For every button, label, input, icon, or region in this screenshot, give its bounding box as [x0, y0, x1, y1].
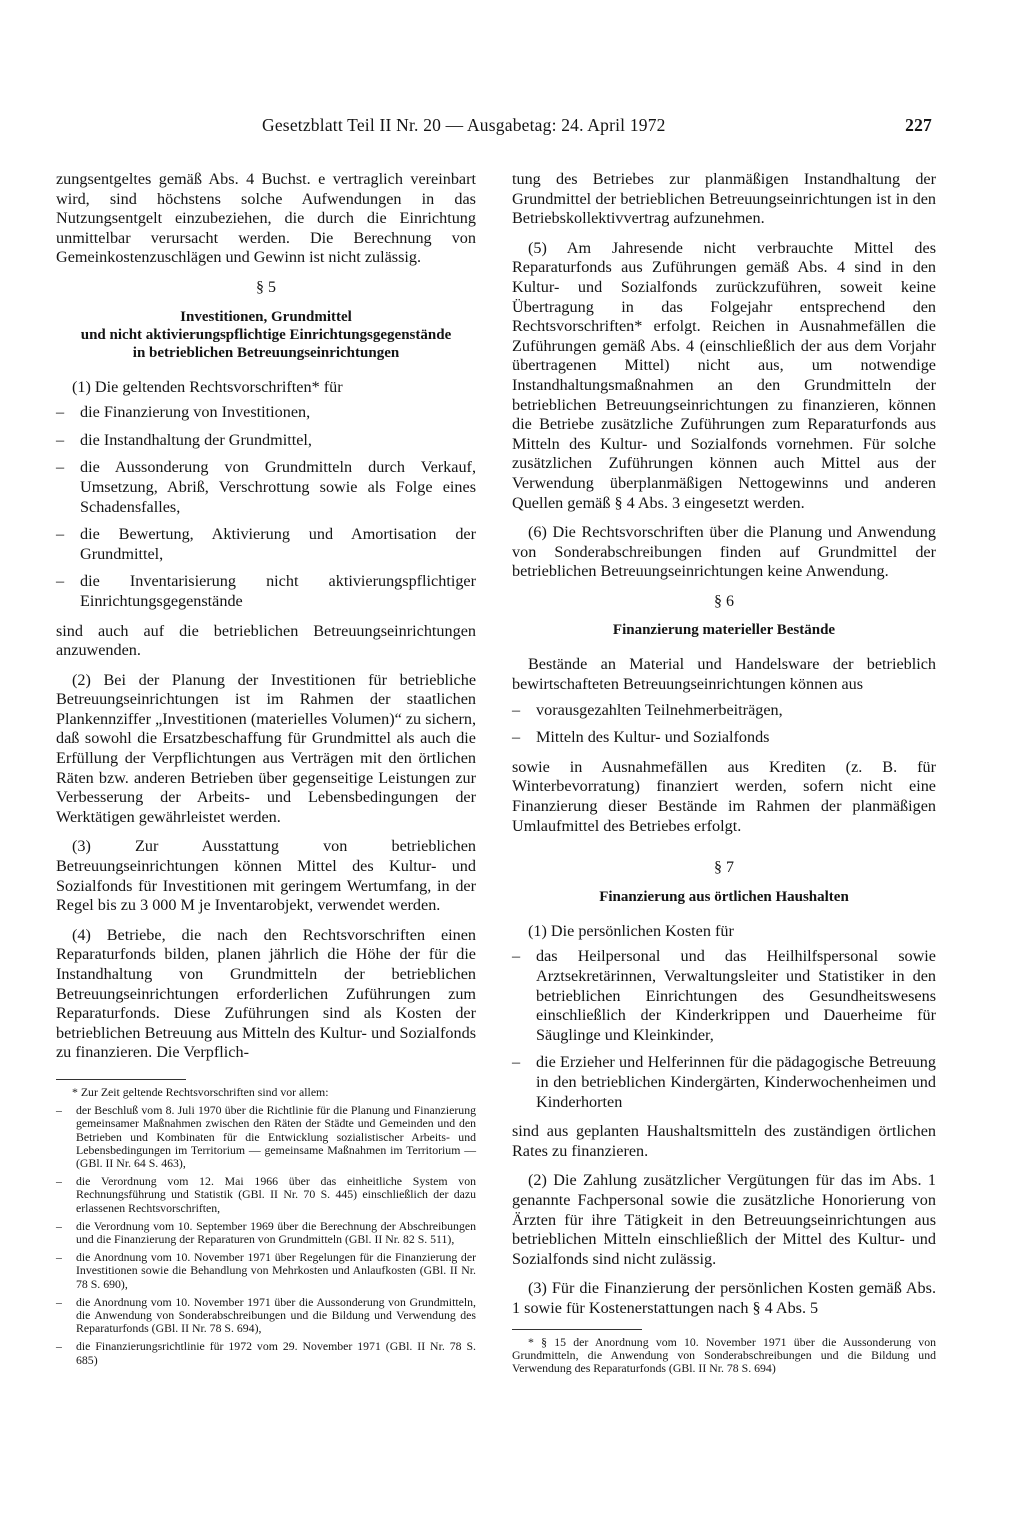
footnote-right	[512, 1336, 936, 1376]
footnote-item: – die Finanzierungsrichtlinie für 1972 vom 29. November 1971 (GBl. II Nr. 78 S. 685)	[56, 1340, 476, 1366]
footnote-rule	[512, 1329, 642, 1330]
page-header	[262, 115, 932, 143]
list-7	[512, 947, 936, 1112]
paragraph-5-3: (3) Zur Ausstattung von betrieblichen Betreuungseinrichtungen können Mittel des Kultur- und Sozialfonds für Investitionen mit geringem Wertumfang, in der Regel bis zu 3 000 M je Inventarobjekt, verwendet werden.	[56, 837, 476, 915]
footnote-item: – die Verordnung vom 10. September 1969 über die Berechnung der Abschreibungen und die Finanzierung der Reparaturen von Grundmitteln (GBl. II Nr. 82 S. 511),	[56, 1220, 476, 1246]
paragraph-5-6: (6) Die Rechtsvorschriften über die Planung und Anwendung von Sonderabschreibungen finden auf Grundmittel der betrieblichen Betreuungseinrichtungen keine Anwendung.	[512, 523, 936, 581]
section-5-title-line2: und nicht aktivierungspflichtige Einrichtungsgegenstände	[80, 326, 452, 343]
section-7-heading: § 7	[714, 859, 734, 877]
left-column	[56, 170, 476, 1377]
right-column	[512, 170, 936, 1380]
paragraph-5-1: (1) Die geltenden Rechtsvorschriften* für	[72, 377, 343, 396]
list-item: – die Aussonderung von Grundmitteln durch Verkauf, Umsetzung, Abriß, Verschrottung sowie als Folge eines Schadensfalles,	[56, 458, 476, 517]
section-5-title-line3: in betrieblichen Betreuungseinrichtungen	[132, 344, 400, 361]
list-item: – das Heilpersonal und das Heilhilfspersonal sowie Arztsekretärinnen, Verwaltungsleiter und Statistiker in den betrieblichen Einrichtungen des Gesundheitswesens einschließlich der Kinderkrippen und Dauerheime für Säuglinge und Kleinkinder,	[512, 947, 936, 1045]
page-number: 227	[905, 115, 932, 135]
section-5-heading: § 5	[256, 278, 276, 296]
paragraph-continued: tung des Betriebes zur planmäßigen Instandhaltung der Grundmittel der betrieblichen Betreuungseinrichtungen ist in den Betriebskollektivvertrag aufzunehmen.	[512, 170, 936, 228]
section-6-title: Finanzierung materieller Bestände	[612, 622, 836, 639]
footnote-list	[56, 1104, 476, 1367]
footnote-rule	[56, 1079, 186, 1080]
paragraph-6-end: sowie in Ausnahmefällen aus Krediten (z. B. für Winterbevorratung) finanziert werden, sofern nicht eine Finanzierung dieser Bestände im Rahmen der planmäßigen Umlaufmittel des Betriebes erfolgt.	[512, 757, 936, 835]
paragraph-5-2: (2) Bei der Planung der Investitionen für betriebliche Betreuungseinrichtungen ist im Rahmen der staatlichen Plankennziffer „Investitionen (materielles Volumen)“ zu sichern, daß sowohl die Ersatzbeschaffung für Grundmittel als auch die Erfüllung der Verpflichtungen aus Verträgen mit den örtlichen Räten bzw. anderen Betrieben über gegenseitige Leistungen zur Verbesserung der Arbeits- und Lebensbedingungen der Werktätigen gewährleistet werden.	[56, 670, 476, 826]
footnote-intro: * Zur Zeit geltende Rechtsvorschriften sind vor allem:	[72, 1084, 329, 1099]
section-5-title	[56, 308, 476, 362]
list-item: – Mitteln des Kultur- und Sozialfonds	[512, 728, 936, 748]
paragraph-5-5: (5) Am Jahresende nicht verbrauchte Mittel des Reparaturfonds aus Zuführungen gemäß Abs. 4 sind in den Kultur- und Sozialfonds zurückzuführen, soweit keine Übertragung in das Folgejahr entsprechend den Rechtsvorschriften* erfolgt. Reichen in Ausnahmefällen die Zuführungen gemäß Abs. 4 (einschließlich der aus dem Vorjahr übertragenen Mittel) nicht aus, um notwendige Instandhaltungsmaßnahmen an den Grundmitteln der betrieblichen Betreuungseinrichtungen zu finanzieren, können die Betriebe zusätzliche Zuführungen zum Reparaturfonds aus Mitteln des Kultur- und Sozialfonds vornehmen. Für solche zusätzlichen Zuführungen können auch Mittel aus der Verwendung überplanmäßigen Nettogewinns und anderen Quellen gemäß § 4 Abs. 3 eingesetzt werden.	[512, 238, 936, 512]
section-7-title: Finanzierung aus örtlichen Haushalten	[599, 888, 849, 905]
paragraph-7-1-end: sind aus geplanten Haushaltsmitteln des zuständigen örtlichen Rates zu finanzieren.	[512, 1122, 936, 1160]
list-item: – die Inventarisierung nicht aktivierungspflichtiger Einrichtungsgegenstände	[56, 572, 476, 611]
list-item: – die Erzieher und Helferinnen für die pädagogische Betreuung in den betrieblichen Kindergärten, Kinderwochenheimen und Kinderhorten	[512, 1053, 936, 1112]
list-5-1	[56, 403, 476, 611]
section-5-title-line1: Investitionen, Grundmittel	[180, 308, 352, 325]
footnote-item: – die Anordnung vom 10. November 1971 über die Aussonderung von Grundmitteln, die Anwendung von Sonderabschreibungen und die Bildung und Verwendung des Reparaturfonds (GBl. II Nr. 78 S. 694),	[56, 1296, 476, 1336]
footnote-text: * § 15 der Anordnung vom 10. November 1971 über die Aussonderung von Grundmitteln, die Anwendung von Sonderabschreibungen und die Bildung und Verwendung des Reparaturfonds (GBl. II Nr. 78 S. 694)	[512, 1334, 936, 1375]
paragraph-7-2: (2) Die Zahlung zusätzlicher Vergütungen für das im Abs. 1 genannte Fachpersonal sowie die zusätzliche Honorierung von Ärzten für ihre Tätigkeit in den Betreuungseinrichtungen aus betrieblichen Mitteln einschließlich der Mittel des Kultur- und Sozialfonds sind nicht zulässig.	[512, 1171, 936, 1268]
list-item: – die Bewertung, Aktivierung und Amortisation der Grundmittel,	[56, 525, 476, 564]
paragraph-6: Bestände an Material und Handelsware der betrieblich bewirtschafteten Betreuungseinrichtungen können aus	[512, 655, 936, 694]
publication-title: Gesetzblatt Teil II Nr. 20 — Ausgabetag: 24. April 1972	[262, 115, 666, 135]
paragraph-5-1-end: sind auch auf die betrieblichen Betreuungseinrichtungen anzuwenden.	[56, 621, 476, 660]
paragraph-intro: zungsentgeltes gemäß Abs. 4 Buchst. e vertraglich vereinbart wird, sind höchstens solche Aufwendungen in das Nutzungsentgelt einzubeziehen, die durch die Einrichtung unmittelbar verursacht werden. Die Berechnung von Gemeinkostenzuschlägen und Gewinn ist nicht zulässig.	[56, 170, 476, 267]
footnote-left	[56, 1086, 476, 1367]
paragraph-5-4: (4) Betriebe, die nach den Rechtsvorschriften einen Reparaturfonds bilden, planen jährlich die Höhe der für die Instandhaltung von Grundmitteln der betrieblichen Betreuungseinrichtungen erforderlichen Zuführungen zum Reparaturfonds. Diese Zuführungen sind als Kosten der betrieblichen Betreuung aus Mitteln des Kultur- und Sozialfonds zu finanzieren. Die Verpflich-	[56, 925, 476, 1062]
section-6-heading: § 6	[714, 592, 734, 610]
footnote-item: – die Verordnung vom 12. Mai 1966 über das einheitliche System von Rechnungsführung und Statistik (GBl. II Nr. 70 S. 445) einschließlich der dazu erlassenen Rechtsvorschriften,	[56, 1175, 476, 1215]
footnote-item: – der Beschluß vom 8. Juli 1970 über die Richtlinie für die Planung und Finanzierung gemeinsamer Maßnahmen zwischen den Räten der Städte und Gemeinden und den Betrieben und Kombinaten für die Entwicklung sozialistischer Arbeits- und Lebensbedingungen im Territorium — gemeinsame Maßnahmen im Territorium — (GBl. II Nr. 64 S. 463),	[56, 1104, 476, 1170]
list-item: – die Finanzierung von Investitionen,	[56, 403, 476, 423]
list-item: – vorausgezahlten Teilnehmerbeiträgen,	[512, 701, 936, 721]
list-6	[512, 701, 936, 748]
footnote-item: – die Anordnung vom 10. November 1971 über Regelungen für die Finanzierung der Investitionen sowie die Behandlung von Mehrkosten und Anlaufkosten (GBl. II Nr. 78 S. 690),	[56, 1251, 476, 1291]
list-item: – die Instandhaltung der Grundmittel,	[56, 431, 476, 451]
paragraph-7-3: (3) Für die Finanzierung der persönlichen Kosten gemäß Abs. 1 sowie für Kostenerstattungen nach § 4 Abs. 5	[512, 1279, 936, 1317]
paragraph-7-1: (1) Die persönlichen Kosten für	[528, 921, 734, 940]
